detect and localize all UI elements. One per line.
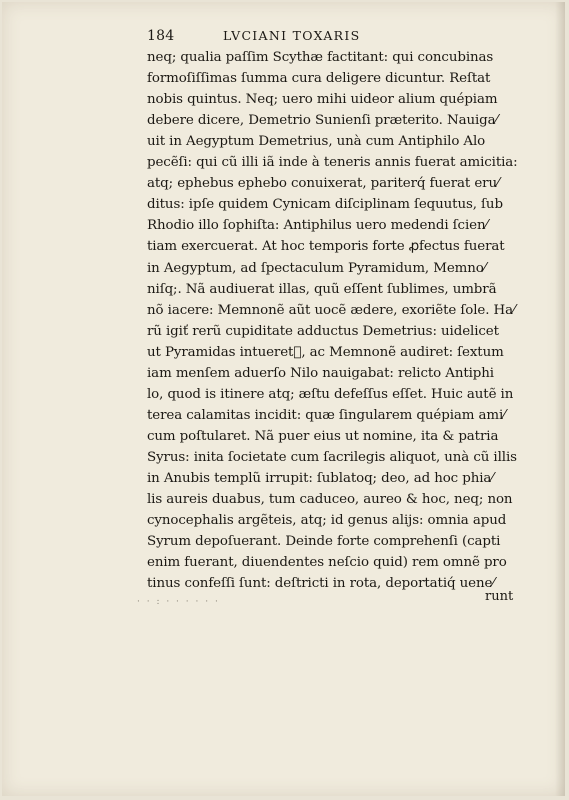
page-edge-shadow — [555, 2, 565, 796]
text-line: cum poſtularet. Nã puer eius ut nomine, ita & patria — [147, 428, 499, 444]
text-line: niſq;. Nã audiuerat illas, quũ eſſent ſublimes, umbrã — [147, 281, 497, 297]
catchword: runt — [485, 589, 514, 604]
text-line: in Aegyptum, ad ſpectaculum Pyramidum, Memno⁄ — [147, 260, 486, 276]
text-line: ut Pyramidas intueret᷑, ac Memnonẽ audiret: ſextum — [147, 344, 504, 360]
text-line: tiam exercuerat. At hoc temporis forte ꝓfectus fuerat — [147, 239, 505, 255]
text-line: terea calamitas incidit: quæ ſingularem quépiam ami⁄ — [147, 407, 506, 423]
text-line: uit in Aegyptum Demetrius, unà cum Antiphilo Alo — [147, 134, 486, 150]
text-line: neq; qualia paſſim Scythæ factitant: qui concubinas — [147, 50, 494, 65]
text-line: enim fuerant, diuendentes neſcio quid) rem omnẽ pro — [147, 555, 507, 571]
text-line: debere dicere, Demetrio Sunienſi præterito. Nauiga⁄ — [147, 113, 498, 129]
book-page — [2, 2, 565, 796]
text-line: lis aureis duabus, tum caduceo, aureo & hoc, neq; non — [147, 492, 513, 508]
bleed-through-specks: · · : · · · · · · — [137, 597, 220, 607]
text-line: iam menſem aduerſo Nilo nauigabat: relicto Antiphi — [147, 365, 494, 381]
text-line: Syrum depoſuerant. Deinde forte comprehenſi (capti — [147, 534, 501, 550]
text-line: in Anubis templũ irrupit: ſublatoq; deo, ad hoc phia⁄ — [147, 471, 494, 486]
text-line: ditus: ipſe quidem Cynicam diſciplinam ſequutus, ſub — [147, 197, 503, 213]
text-line: formoſiſſimas ſumma cura deligere dicuntur. Reſtat — [147, 71, 491, 87]
text-line: pecẽſi: qui cũ illi iã inde à teneris annis fuerat amicitia: — [147, 155, 518, 171]
running-head: LVCIANI TOXARIS — [223, 28, 361, 43]
text-line: lo, quod is itinere atq; æſtu defeſſus eſſet. Huic autẽ in — [147, 386, 514, 402]
text-line: Syrus: inita ſocietate cum ſacrilegis aliquot, unà cũ illis — [147, 449, 517, 465]
text-line: nõ iacere: Memnonẽ aũt uocẽ ædere, exoriẽte ſole. Ha⁄ — [147, 302, 516, 318]
text-line: atq; ephebus ephebo conuixerat, pariterq́ fuerat eru⁄ — [147, 176, 500, 192]
text-line: cynocephalis argẽteis, atq; id genus alijs: omnia apud — [147, 513, 507, 529]
text-line: nobis quintus. Neq; uero mihi uideor alium quépiam — [147, 92, 498, 108]
text-line: Rhodio illo ſophiſta: Antiphilus uero medendi ſcien⁄ — [147, 218, 488, 234]
text-line: tinus confeſſi ſunt: deſtricti in rota, deportatiq́ uene⁄ — [147, 576, 495, 592]
page-number: 184 — [147, 28, 175, 44]
text-line: rũ igiť rerũ cupiditate adductus Demetrius: uidelicet — [147, 323, 499, 339]
